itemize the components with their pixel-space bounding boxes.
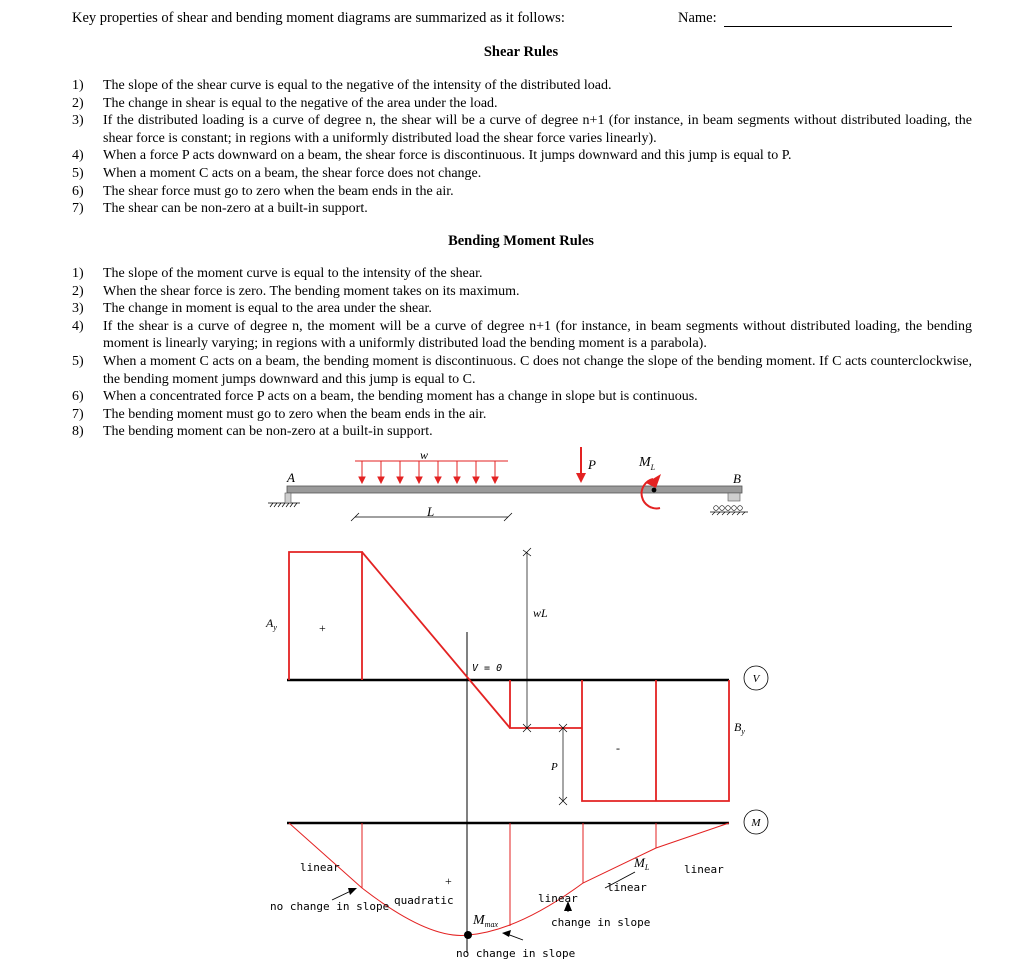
p-jump-label: P	[551, 761, 558, 773]
moment-rule: 7) The bending moment must go to zero when the beam ends in the air.	[72, 406, 487, 422]
shear-plus-sign: +	[319, 621, 326, 635]
moment-rules-title: Bending Moment Rules	[448, 233, 594, 249]
name-label: Name:	[678, 10, 717, 26]
shear-rules-title: Shear Rules	[483, 44, 559, 60]
wl-dimension	[523, 548, 531, 732]
shear-rule: 3) If the distributed loading is a curve of degree n, the shear will be a curve of degree n+1 (for instance, in beam segments without distributed loading, the shear force is constant; in regions with a uniformly distributed load the shear force varies linearly).	[72, 113, 972, 146]
moment-rule: 6) When a concentrated force P acts on a beam, the bending moment has a change in slope but is continuous.	[72, 389, 698, 405]
no-change-left-label: no change in slope	[270, 900, 390, 913]
beam-bar	[287, 486, 742, 493]
moment-rule: 1) The slope of the moment curve is equal to the intensity of the shear.	[72, 266, 483, 281]
shear-rule: 1) The slope of the shear curve is equal to the negative of the intensity of the distributed load.	[72, 78, 612, 93]
shear-circle-label: V	[752, 673, 760, 685]
moment-rule: 2) When the shear force is zero. The bending moment takes on its maximum.	[72, 283, 520, 299]
shear-rule: 7) The shear can be non-zero at a built-in support.	[72, 201, 368, 217]
moment-rule: 8) The bending moment can be non-zero at a built-in support.	[72, 424, 433, 440]
no-change-bottom-arrowhead	[502, 930, 511, 937]
moment-plus-sign: +	[445, 874, 452, 888]
moment-diagram	[270, 810, 768, 960]
force-label: P	[588, 457, 596, 472]
shear-linear-segment	[362, 552, 510, 728]
shear-diagram	[265, 548, 768, 953]
beam-group	[268, 447, 748, 521]
change-slope-label: change in slope	[551, 916, 651, 929]
support-a	[268, 493, 300, 507]
shear-step-mid	[510, 680, 582, 728]
support-b	[710, 493, 748, 515]
length-label: L	[427, 504, 435, 519]
max-moment-label: $M_{max}$	[473, 913, 498, 929]
intro-text: Key properties of shear and bending moment diagrams are summarized as it follows:	[72, 10, 565, 26]
linear-left-label: linear	[300, 861, 340, 874]
wl-label: wL	[533, 606, 548, 620]
shear-rule: 4) When a force P acts downward on a beam, the shear force is discontinuous. It jumps downward and this jump is equal to P.	[72, 148, 792, 164]
applied-moment-label: $M_L$	[639, 455, 656, 472]
quadratic-label: quadratic	[394, 894, 454, 907]
load-label: w	[420, 448, 429, 462]
moment-rule: 3) The change in moment is equal to the area under the shear.	[72, 301, 432, 317]
shear-rule: 5) When a moment C acts on a beam, the shear force does not change.	[72, 165, 482, 181]
no-change-left-arrowhead	[348, 888, 357, 895]
linear-right-label-b: linear	[684, 863, 724, 876]
moment-jump-label: $M_L$	[634, 855, 650, 872]
moment-rule: 5) When a moment C acts on a beam, the bending moment is discontinuous. C does not change the slope of the bending moment. If C acts counterclockwise, the bending moment jumps downward and this jump is equal to C.	[72, 353, 972, 387]
moment-curve	[289, 823, 729, 935]
shear-minus-sign: -	[616, 741, 620, 755]
support-b-label: B	[733, 471, 741, 486]
moment-rule: 4) If the shear is a curve of degree n, the moment will be a curve of degree n+1 (for instance, in beam segments without distributed loading, the bending moment is linearly varying; in regions with a uniformly distributed load the bending moment is a parabola).	[72, 318, 972, 352]
max-moment-point	[464, 931, 472, 939]
v-zero-label: V = 0	[472, 663, 503, 674]
reaction-a-label: $A_y$	[266, 616, 277, 632]
support-a-label: A	[287, 470, 295, 485]
linear-mid-label: linear	[538, 892, 578, 905]
reaction-b-label: $B_y$	[734, 720, 745, 736]
no-change-bottom-label: no change in slope	[456, 947, 576, 960]
moment-circle-label: M	[751, 817, 761, 829]
shear-block-left	[289, 552, 362, 680]
distributed-load	[355, 461, 508, 483]
point-force-arrow	[576, 447, 586, 483]
shear-rule: 2) The change in shear is equal to the negative of the area under the load.	[72, 95, 498, 111]
shear-rule: 6) The shear force must go to zero when the beam ends in the air.	[72, 183, 454, 199]
linear-right-label-a: linear	[607, 881, 647, 894]
p-dimension	[559, 724, 567, 805]
